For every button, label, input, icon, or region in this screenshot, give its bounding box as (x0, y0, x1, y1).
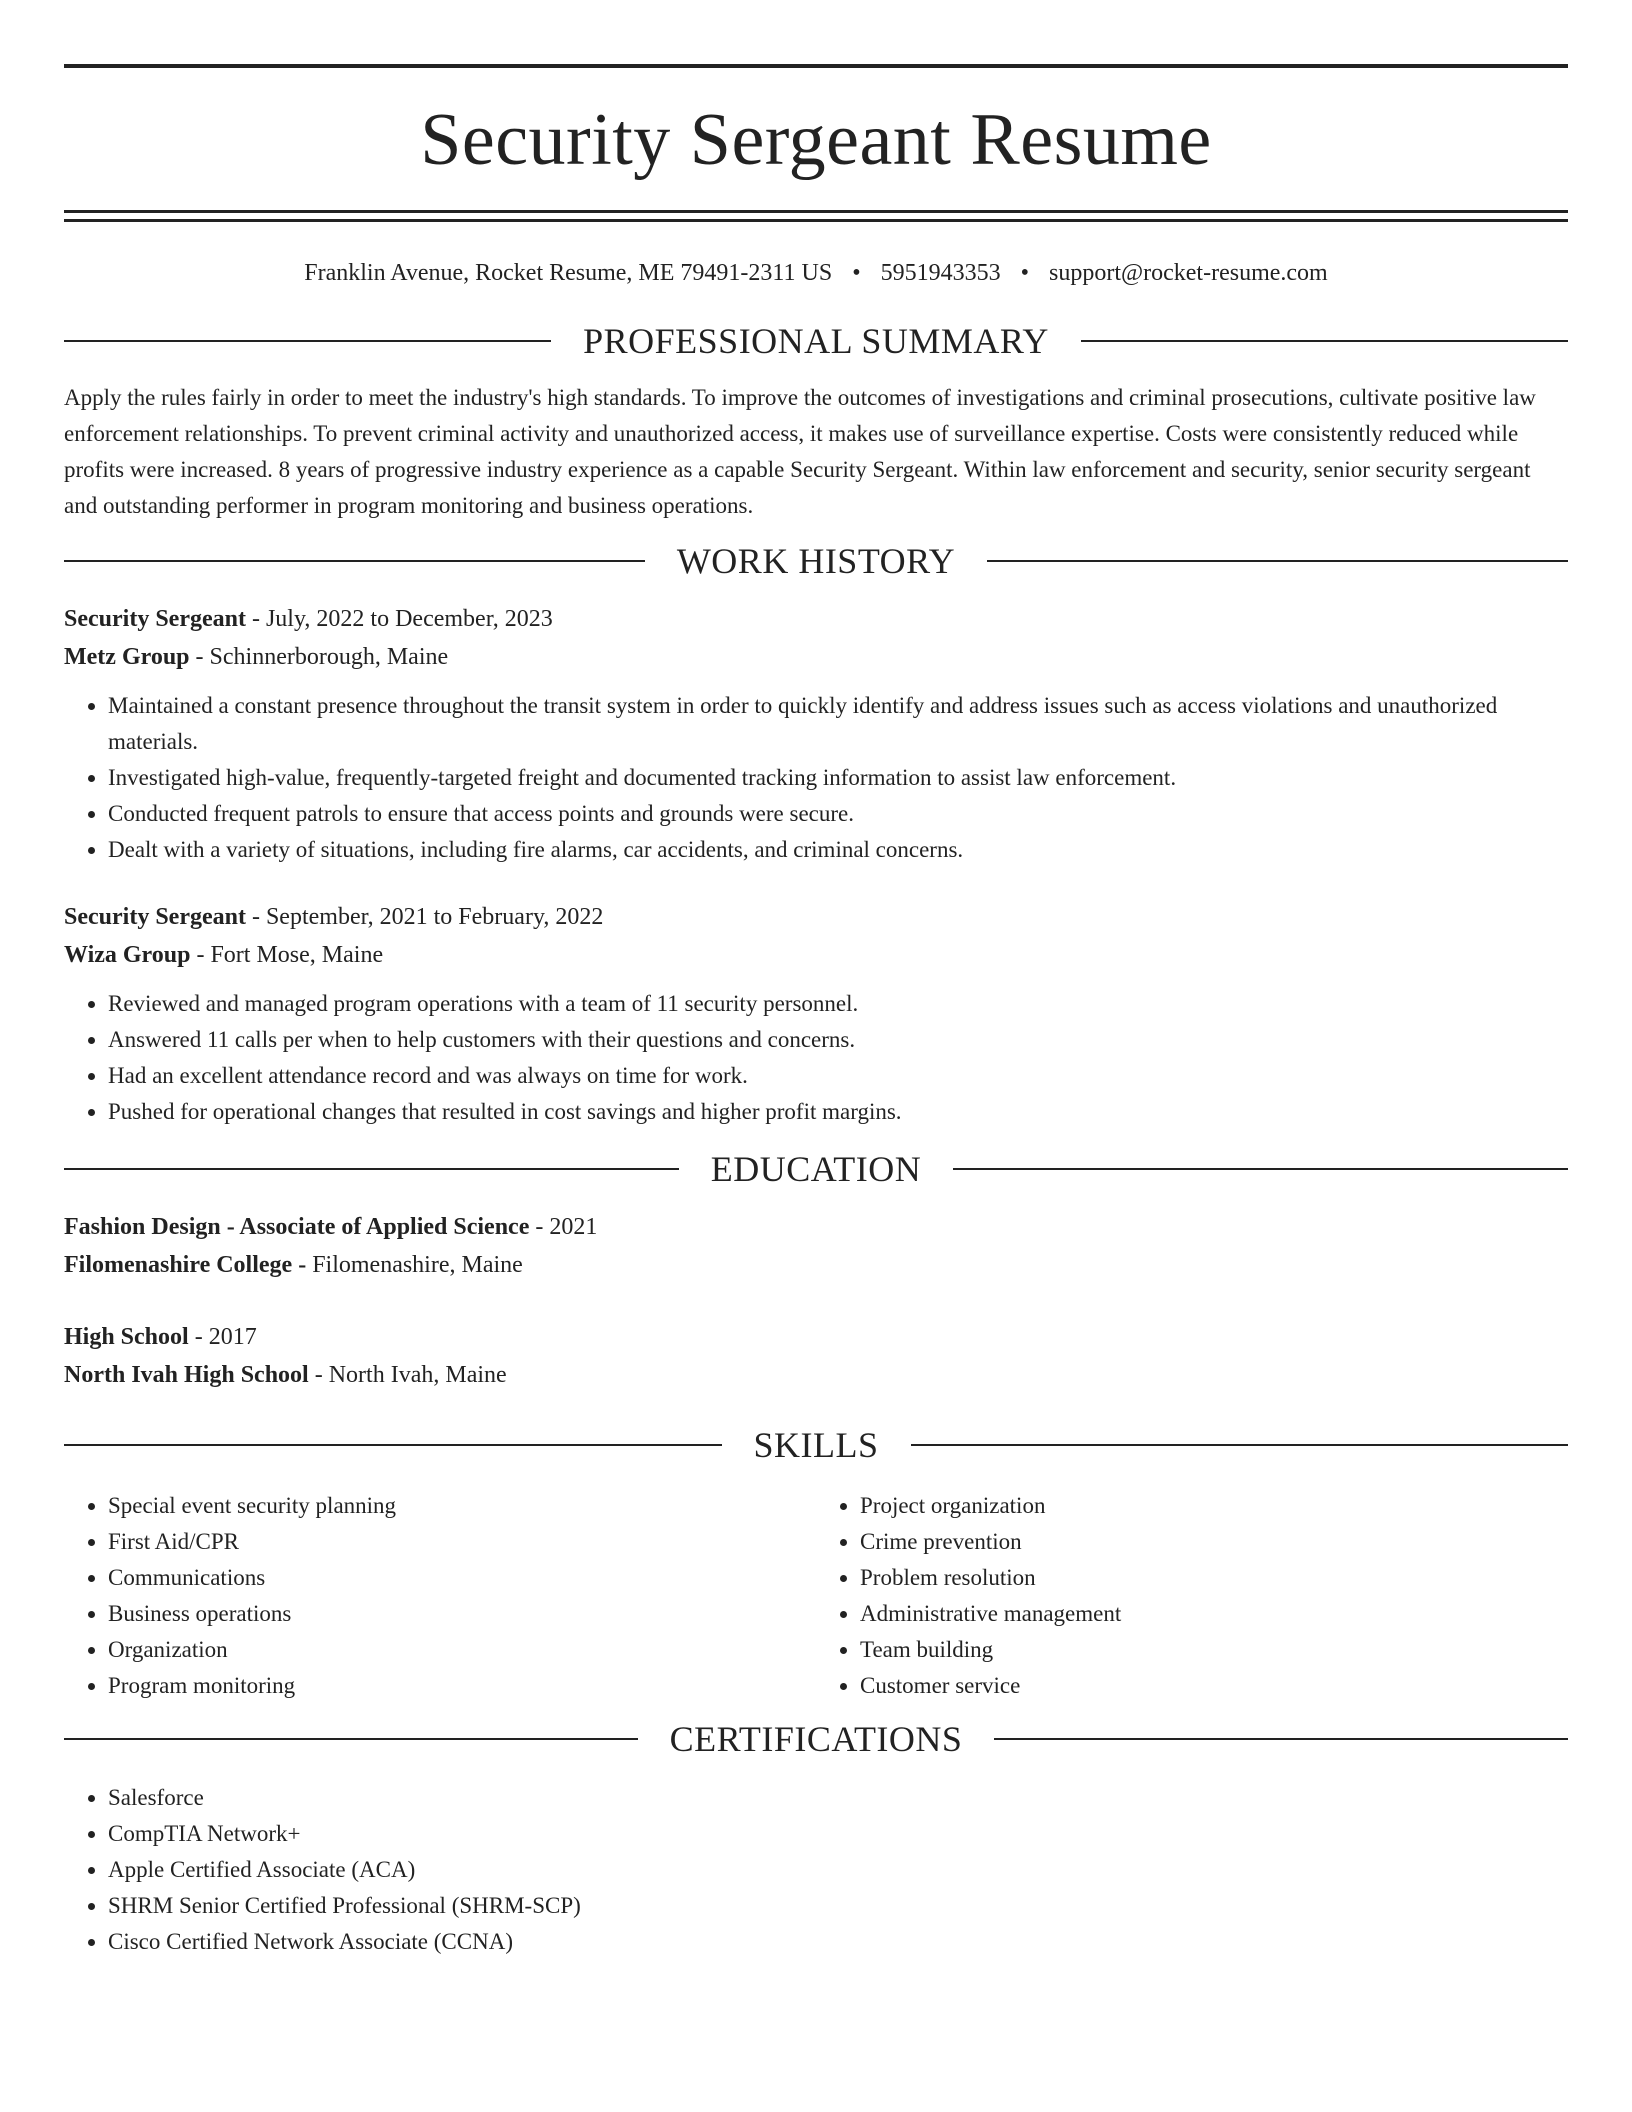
list-item: • Customer service (860, 1668, 1568, 1704)
list-item: • Apple Certified Associate (ACA) (108, 1852, 1568, 1888)
job-bullets (64, 986, 1568, 1130)
job-entry (64, 898, 1568, 1130)
degree-year: - 2021 (529, 1214, 598, 1240)
degree: High School (64, 1324, 189, 1350)
school-location: - North Ivah, Maine (308, 1362, 507, 1388)
resume-title: Security Sergeant Resume (420, 99, 1212, 181)
summary-section-header (64, 312, 1568, 370)
list-item: • Business operations (108, 1596, 816, 1632)
divider-line (64, 1168, 679, 1170)
list-item: • Investigated high-value, frequently-targeted freight and documented tracking information to assist law enforcement. (108, 760, 1568, 796)
skills-list-right (816, 1488, 1568, 1704)
summary-text: Apply the rules fairly in order to meet the industry's high standards. To improve the outcomes of investigations and criminal prosecutions, cultivate positive law enforcement relationships. To prevent criminal activity and unauthorized access, it makes use of surveillance expertise. Costs were consistently reduced while profits were increased. 8 years of progressive industry experience as a capable Security Sergeant. Within law enforcement and security, senior security sergeant and outstanding performer in program monitoring and business operations. (64, 385, 1536, 518)
top-rule (64, 64, 1568, 68)
list-item: • Crime prevention (860, 1524, 1568, 1560)
school-location: Filomenashire, Maine (306, 1252, 523, 1278)
summary-heading: PROFESSIONAL SUMMARY (583, 321, 1049, 361)
job-title: Security Sergeant (64, 904, 246, 930)
list-item: • Cisco Certified Network Associate (CCNA) (108, 1924, 1568, 1960)
job-dates: - July, 2022 to December, 2023 (245, 606, 553, 632)
list-item: • Conducted frequent patrols to ensure that access points and grounds were secure. (108, 796, 1568, 832)
skills-heading: SKILLS (753, 1425, 879, 1465)
list-item: • Special event security planning (108, 1488, 816, 1524)
divider-line (911, 1444, 1569, 1446)
list-item: • Dealt with a variety of situations, including fire alarms, car accidents, and criminal concerns. (108, 832, 1568, 868)
job-title-line (64, 898, 1568, 936)
certifications-list (64, 1780, 1568, 1960)
list-item: • Project organization (860, 1488, 1568, 1524)
work-section-header (64, 532, 1568, 590)
job-location: - Fort Mose, Maine (190, 942, 384, 968)
education-entry (64, 1208, 1568, 1284)
list-item: • Pushed for operational changes that resulted in cost savings and higher profit margins. (108, 1094, 1568, 1130)
list-item: • Had an excellent attendance record and was always on time for work. (108, 1058, 1568, 1094)
title-rule-upper (64, 210, 1568, 213)
contact-separator: • (1020, 260, 1030, 286)
divider-line (64, 560, 645, 562)
degree: Fashion Design - Associate of Applied Science (64, 1214, 530, 1240)
list-item: • SHRM Senior Certified Professional (SHRM-SCP) (108, 1888, 1568, 1924)
degree-line (64, 1318, 1568, 1356)
skills-list-left (64, 1488, 816, 1704)
job-entry (64, 600, 1568, 868)
list-item: • Program monitoring (108, 1668, 816, 1704)
job-bullets (64, 688, 1568, 868)
skills-section-header (64, 1416, 1568, 1474)
divider-line (994, 1738, 1568, 1740)
list-item: • Problem resolution (860, 1560, 1568, 1596)
education-heading: EDUCATION (710, 1149, 922, 1189)
job-title-line (64, 600, 1568, 638)
job-dates: - September, 2021 to February, 2022 (245, 904, 604, 930)
list-item: • Team building (860, 1632, 1568, 1668)
education-section-header (64, 1140, 1568, 1198)
certifications-section-header (64, 1710, 1568, 1768)
divider-line (1081, 340, 1568, 342)
job-title: Security Sergeant (64, 606, 246, 632)
divider-line (64, 1738, 638, 1740)
school-line (64, 1356, 1568, 1394)
divider-line (64, 1444, 722, 1446)
list-item: • Administrative management (860, 1596, 1568, 1632)
resume-page (64, 64, 1568, 1960)
list-item: • Maintained a constant presence throughout the transit system in order to quickly identify and address issues such as access violations and unauthorized materials. (108, 688, 1568, 760)
job-location: - Schinnerborough, Maine (189, 644, 449, 670)
education-entry (64, 1318, 1568, 1394)
list-item: • Salesforce (108, 1780, 1568, 1816)
divider-line (64, 340, 551, 342)
contact-address: Franklin Avenue, Rocket Resume, ME 79491-2311 US (304, 260, 833, 286)
contact-line (64, 258, 1568, 288)
school: North Ivah High School (64, 1362, 309, 1388)
skills-columns (64, 1476, 1568, 1704)
divider-line (953, 1168, 1568, 1170)
contact-email[interactable]: support@rocket-resume.com (1049, 260, 1328, 286)
list-item: • First Aid/CPR (108, 1524, 816, 1560)
school: Filomenashire College - (64, 1252, 307, 1278)
job-company-line (64, 936, 1568, 974)
certifications-heading: CERTIFICATIONS (669, 1719, 963, 1759)
job-company-line (64, 638, 1568, 676)
list-item: • Communications (108, 1560, 816, 1596)
contact-phone: 5951943353 (880, 260, 1001, 286)
title-rule-lower (64, 219, 1568, 222)
school-line (64, 1246, 1568, 1284)
degree-line (64, 1208, 1568, 1246)
work-heading: WORK HISTORY (676, 541, 956, 581)
job-company: Wiza Group (64, 942, 191, 968)
contact-separator: • (852, 260, 861, 286)
degree-year: - 2017 (188, 1324, 257, 1350)
list-item: • Organization (108, 1632, 816, 1668)
divider-line (987, 560, 1568, 562)
list-item: • Answered 11 calls per when to help customers with their questions and concerns. (108, 1022, 1568, 1058)
job-company: Metz Group (64, 644, 190, 670)
list-item: • CompTIA Network+ (108, 1816, 1568, 1852)
list-item: • Reviewed and managed program operations with a team of 11 security personnel. (108, 986, 1568, 1022)
